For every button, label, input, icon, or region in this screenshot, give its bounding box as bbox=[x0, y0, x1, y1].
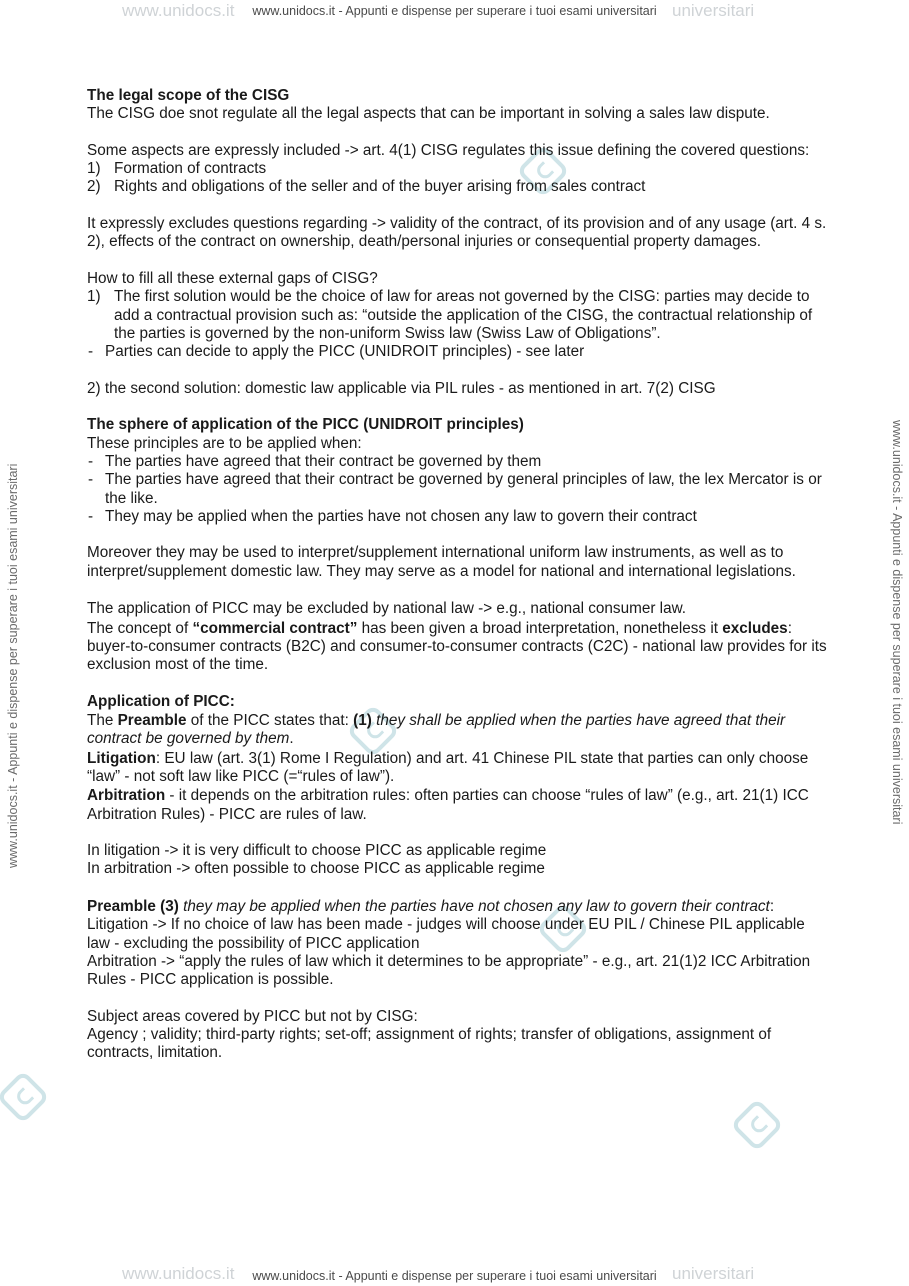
unidocs-logo-icon bbox=[0, 1070, 50, 1124]
paragraph: It expressly excludes questions regarding -> validity of the contract, of its provision and of any usage (art. 4 s. 2), effects of the contract on ownership, death/personal injuries or consequential property damages. bbox=[87, 215, 827, 251]
watermark-ghost-right-bottom: universitari bbox=[672, 1264, 755, 1283]
paragraph: The Preamble of the PICC states that: (1) they shall be applied when the parties have agreed that their contract be governed by them. bbox=[87, 712, 786, 748]
watermark-footer: www.unidocs.it - Appunti e dispense per superare i tuoi esami universitari bbox=[252, 1269, 657, 1283]
list-item: 1) Formation of contracts bbox=[87, 160, 267, 178]
list-item: 1) The first solution would be the choice of law for areas not governed by the CISG: parties may decide to add a contractual provision such as: “outside the application of the CISG, the contractual relationship of the parties is governed by the non-uniform Swiss law (Swiss Law of Obligations”. bbox=[87, 288, 813, 342]
paragraph: Preamble (3) they may be applied when the parties have not chosen any law to govern their contract: bbox=[87, 898, 775, 916]
section-title-cisg-scope: The legal scope of the CISG bbox=[87, 87, 290, 104]
paragraph: In litigation -> it is very difficult to choose PICC as applicable regime bbox=[87, 842, 547, 860]
list-item: - The parties have agreed that their contract be governed by general principles of law, the lex Mercator is or the like. bbox=[88, 471, 822, 507]
list-item: - Parties can decide to apply the PICC (UNIDROIT principles) - see later bbox=[88, 343, 585, 361]
paragraph: The application of PICC may be excluded by national law -> e.g., national consumer law. bbox=[87, 600, 687, 618]
paragraph: How to fill all these external gaps of CISG? bbox=[87, 269, 378, 287]
paragraph: Arbitration - it depends on the arbitration rules: often parties can choose “rules of law” (e.g., art. 21(1) ICC Arbitration Rules) - PICC are rules of law. bbox=[87, 787, 809, 823]
list-item: - They may be applied when the parties have not chosen any law to govern their contract bbox=[88, 507, 697, 525]
paragraph: Arbitration -> “apply the rules of law which it determines to be appropriate” - e.g., art. 21(1)2 ICC Arbitration Rules - PICC application is possible. bbox=[87, 952, 811, 989]
paragraph: 2) the second solution: domestic law applicable via PIL rules - as mentioned in art. 7(2) CISG bbox=[87, 379, 716, 397]
list-item: 2) Rights and obligations of the seller and of the buyer arising from sales contract bbox=[87, 178, 646, 196]
paragraph: Litigation -> If no choice of law has been made - judges will choose under EU PIL / Chinese PIL applicable law - excluding the possibility of PICC application bbox=[87, 916, 805, 952]
paragraph: The concept of “commercial contract” has been given a broad interpretation, nonetheless it excludes: buyer-to-consumer contracts (B2C) and consumer-to-consumer contracts (C2C) - national law provides for its exclusion most of the time. bbox=[87, 619, 827, 674]
paragraph: These principles are to be applied when: bbox=[87, 434, 362, 452]
watermark-side-left: www.unidocs.it - Appunti e dispense per superare i tuoi esami universitari bbox=[6, 463, 20, 868]
watermark-ghost-right: universitari bbox=[672, 1, 755, 20]
paragraph: In arbitration -> often possible to choose PICC as applicable regime bbox=[87, 860, 545, 878]
paragraph: Some aspects are expressly included -> art. 4(1) CISG regulates this issue defining the covered questions: bbox=[87, 141, 810, 159]
watermark-header: www.unidocs.it - Appunti e dispense per superare i tuoi esami universitari bbox=[252, 4, 657, 18]
watermark-ghost-left-bottom: www.unidocs.it bbox=[122, 1264, 235, 1283]
section-title-picc-application: Application of PICC: bbox=[87, 692, 235, 710]
paragraph: The CISG doe snot regulate all the legal aspects that can be important in solving a sales law dispute. bbox=[87, 105, 770, 123]
watermark-side-right: www.unidocs.it - Appunti e dispense per superare i tuoi esami universitari bbox=[890, 420, 904, 825]
paragraph: Agency ; validity; third-party rights; set-off; assignment of rights; transfer of obligations, assignment of contracts, limitation. bbox=[87, 1026, 772, 1062]
document-body bbox=[87, 87, 827, 1063]
section-title-picc-sphere: The sphere of application of the PICC (UNIDROIT principles) bbox=[87, 416, 524, 434]
list-item: - The parties have agreed that their contract be governed by them bbox=[88, 452, 542, 470]
paragraph: Moreover they may be used to interpret/supplement international uniform law instruments, as well as to interpret/supplement domestic law. They may serve as a model for national and international legislations. bbox=[87, 544, 796, 580]
paragraph: Subject areas covered by PICC but not by CISG: bbox=[87, 1007, 418, 1025]
unidocs-logo-icon bbox=[730, 1098, 784, 1152]
paragraph: Litigation: EU law (art. 3(1) Rome I Regulation) and art. 41 Chinese PIL state that parties can only choose “law” - not soft law like PICC (=“rules of law”). bbox=[87, 749, 809, 785]
watermark-ghost-left: www.unidocs.it bbox=[122, 1, 235, 20]
